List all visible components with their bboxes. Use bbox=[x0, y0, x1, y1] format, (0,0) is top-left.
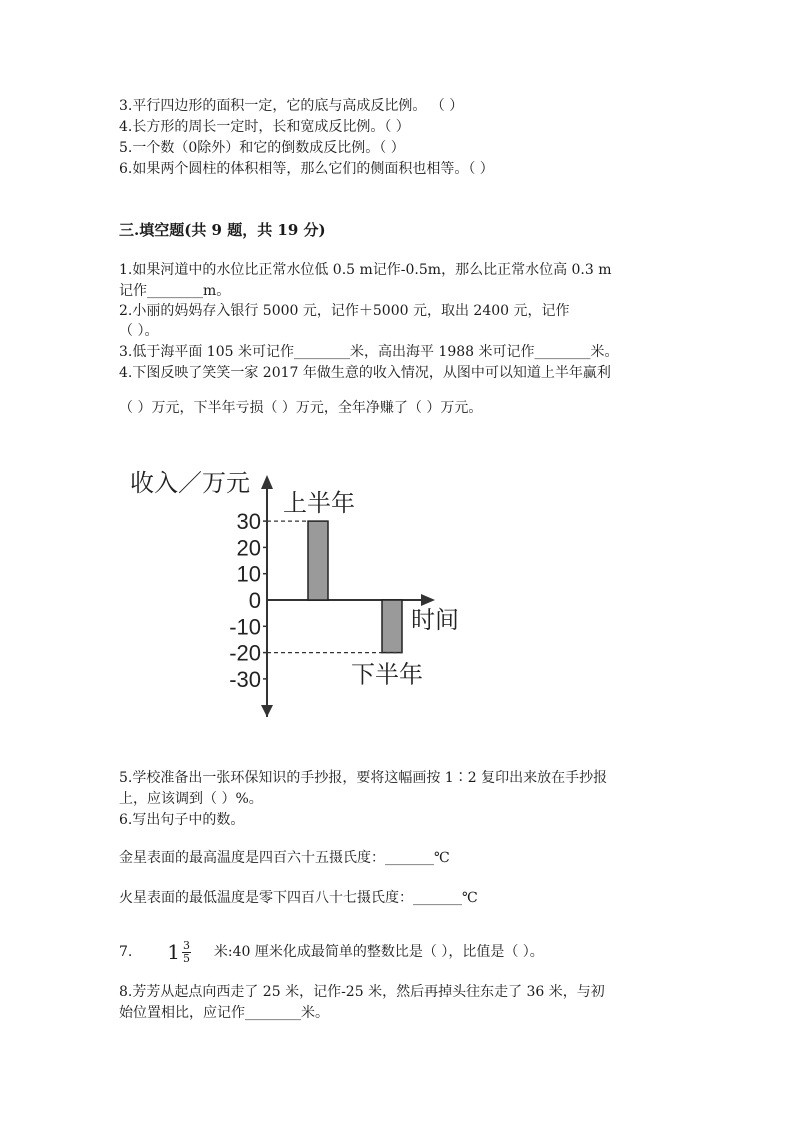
category-label: 下半年 bbox=[351, 661, 423, 689]
fill-q5-line1: 5.学校准备出一张环保知识的手抄报，要将这幅画按 1∶2 复印出来放在手抄报 bbox=[119, 770, 608, 786]
fill-q8-line2: 始位置相比，应记作________米。 bbox=[119, 1005, 329, 1021]
bar-second-half bbox=[382, 600, 402, 653]
y-tick-label: 20 bbox=[236, 535, 261, 561]
section-heading: 三.填空题(共 9 题，共 19 分) bbox=[119, 221, 326, 239]
y-tick-label: 30 bbox=[236, 509, 261, 535]
y-tick-label: -10 bbox=[229, 614, 261, 640]
fill-q3: 3.低于海平面 105 米可记作________米，高出海平 1988 米可记作________米。 bbox=[119, 344, 619, 360]
fill-q6-mars: 火星表面的最低温度是零下四百八十七摄氏度：_______℃ bbox=[119, 890, 478, 906]
fill-q7-text: 米:40 厘米化成最简单的整数比是（ ），比值是（ ）。 bbox=[213, 944, 544, 960]
fill-q7-label: 7. bbox=[119, 944, 133, 960]
judge-q5: 5.一个数（0除外）和它的倒数成反比例。（ ） bbox=[119, 140, 405, 156]
judge-q6: 6.如果两个圆柱的体积相等，那么它们的侧面积也相等。（ ） bbox=[119, 161, 494, 177]
fill-q2-line1: 2.小丽的妈妈存入银行 5000 元，记作＋5000 元，取出 2400 元，记作 bbox=[119, 303, 570, 319]
x-axis-arrow bbox=[421, 594, 435, 606]
y-axis-arrow-down bbox=[261, 705, 273, 717]
chart-ylabel: 收入／万元 bbox=[130, 470, 250, 497]
judge-q4: 4.长方形的周长一定时，长和宽成反比例。（ ） bbox=[119, 119, 410, 135]
y-tick-label: -30 bbox=[229, 666, 261, 692]
mixed-number-whole: 1 bbox=[167, 940, 180, 964]
fill-q4-line2: （ ）万元，下半年亏损（ ）万元，全年净赚了（ ）万元。 bbox=[119, 400, 483, 416]
fill-q7 bbox=[119, 935, 544, 969]
y-tick-label: 0 bbox=[248, 588, 261, 613]
fill-q5-line2: 上，应该调到（ ）%。 bbox=[119, 791, 263, 807]
y-tick-label: 10 bbox=[236, 561, 261, 587]
y-tick-label: -20 bbox=[229, 640, 261, 666]
income-chart bbox=[125, 455, 485, 725]
fill-q1-line2: 记作________m。 bbox=[119, 283, 231, 299]
fill-q6: 6.写出句子中的数。 bbox=[119, 812, 245, 828]
fill-q4-line1: 4.下图反映了笑笑一家 2017 年做生意的收入情况，从图中可以知道上半年赢利 bbox=[119, 365, 611, 381]
bar-first-half bbox=[308, 521, 328, 600]
fill-q8-line1: 8.芳芳从起点向西走了 25 米，记作-25 米，然后再掉头往东走了 36 米，与初 bbox=[119, 984, 605, 1000]
mixed-number-fraction: $\frac{3}{5}$ bbox=[183, 938, 190, 965]
category-label: 上半年 bbox=[283, 490, 355, 518]
fill-q6-venus: 金星表面的最高温度是四百六十五摄氏度：_______℃ bbox=[119, 850, 450, 866]
fill-q2-line2: （ ）。 bbox=[119, 323, 159, 339]
chart-xlabel: 时间 bbox=[411, 607, 459, 634]
judge-q3: 3.平行四边形的面积一定，它的底与高成反比例。 （ ） bbox=[119, 98, 464, 114]
fill-q1-line1: 1.如果河道中的水位比正常水位低 0.5 m记作-0.5m，那么比正常水位高 0.3 m bbox=[119, 262, 612, 278]
y-axis-arrow-up bbox=[261, 475, 273, 489]
